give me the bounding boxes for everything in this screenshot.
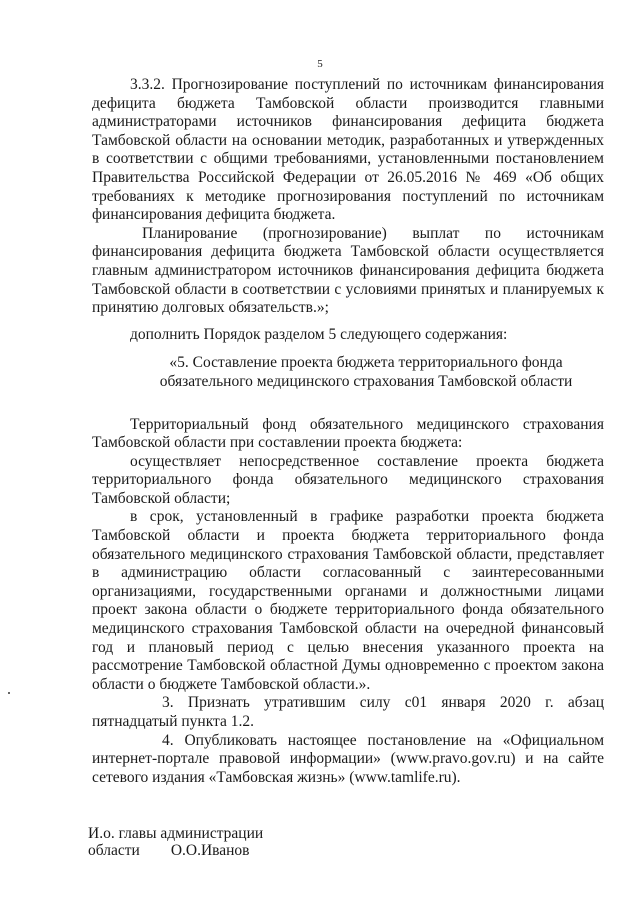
paragraph-fund-duty-1: осуществляет непосредственное составление проекта бюджета территориального фонда обязательного медицинского страхования Тамбовской области; — [92, 452, 604, 507]
section-title-line2: обязательного медицинского страхования Тамбовской области — [159, 372, 573, 390]
paragraph-item-3: 3. Признать утратившим силу с01 января 2020 г. абзац пятнадцатый пункта 1.2. — [92, 694, 604, 730]
document-body — [92, 76, 604, 787]
section-title-line1: «5. Составление проекта бюджета территориального фонда — [169, 354, 563, 372]
paragraph-fund-intro: Территориальный фонд обязательного медицинского страхования Тамбовской области при составлении проекта бюджета: — [92, 415, 604, 452]
paragraph-planning: Планирование (прогнозирование) выплат по источникам финансирования дефицита бюджета Тамбовской области осуществляется главным администратором источников финансирования дефицита бюджета Тамбовской области в соответствии с условиями принятых и планируемых к принятию долговых обязательств.»; — [92, 224, 604, 317]
paragraph-fund-duty-2: в срок, установленный в графике разработки проекта бюджета Тамбовской области и проекта бюджета территориального фонда обязательного медицинского страхования Тамбовской области, представляет в администрацию области согласованный с заинтересованными организациями, государственными органами и должностными лицами проект закона области о бюджете территориального фонда обязательного медицинского страхования Тамбовской области на очередной финансовый год и плановый период с целью внесения указанного проекта на рассмотрение Тамбовской областной Думы одновременно с проектом закона области о бюджете Тамбовской области.». — [92, 508, 604, 693]
signature-title: И.о. главы администрации — [88, 825, 264, 842]
section-title — [92, 354, 604, 391]
signature-block — [88, 825, 263, 859]
scan-speck — [8, 692, 10, 694]
page-number: 5 — [317, 58, 323, 70]
paragraph-add-section: дополнить Порядок разделом 5 следующего содержания: — [130, 325, 508, 343]
paragraph-3-3-2: 3.3.2. Прогнозирование поступлений по источникам финансирования дефицита бюджета Тамбовской области производится главными администраторами источников финансирования дефицита бюджета Тамбовской области на основании методик, разработанных и утвержденных в соответствии с общими требованиями, установленными постановлением Правительства Российской Федерации от 26.05.2016 № 469 «Об общих требованиях к методике прогнозирования поступлений по источникам финансирования дефицита бюджета. — [92, 76, 604, 224]
signature-name: области О.О.Иванов — [88, 842, 250, 859]
paragraph-item-4: 4. Опубликовать настоящее постановление на «Официальном интернет-портале правовой информации» (www.pravo.gov.ru) и на сайте сетевого издания «Тамбовская жизнь» (www.tamlife.ru). — [92, 731, 604, 786]
